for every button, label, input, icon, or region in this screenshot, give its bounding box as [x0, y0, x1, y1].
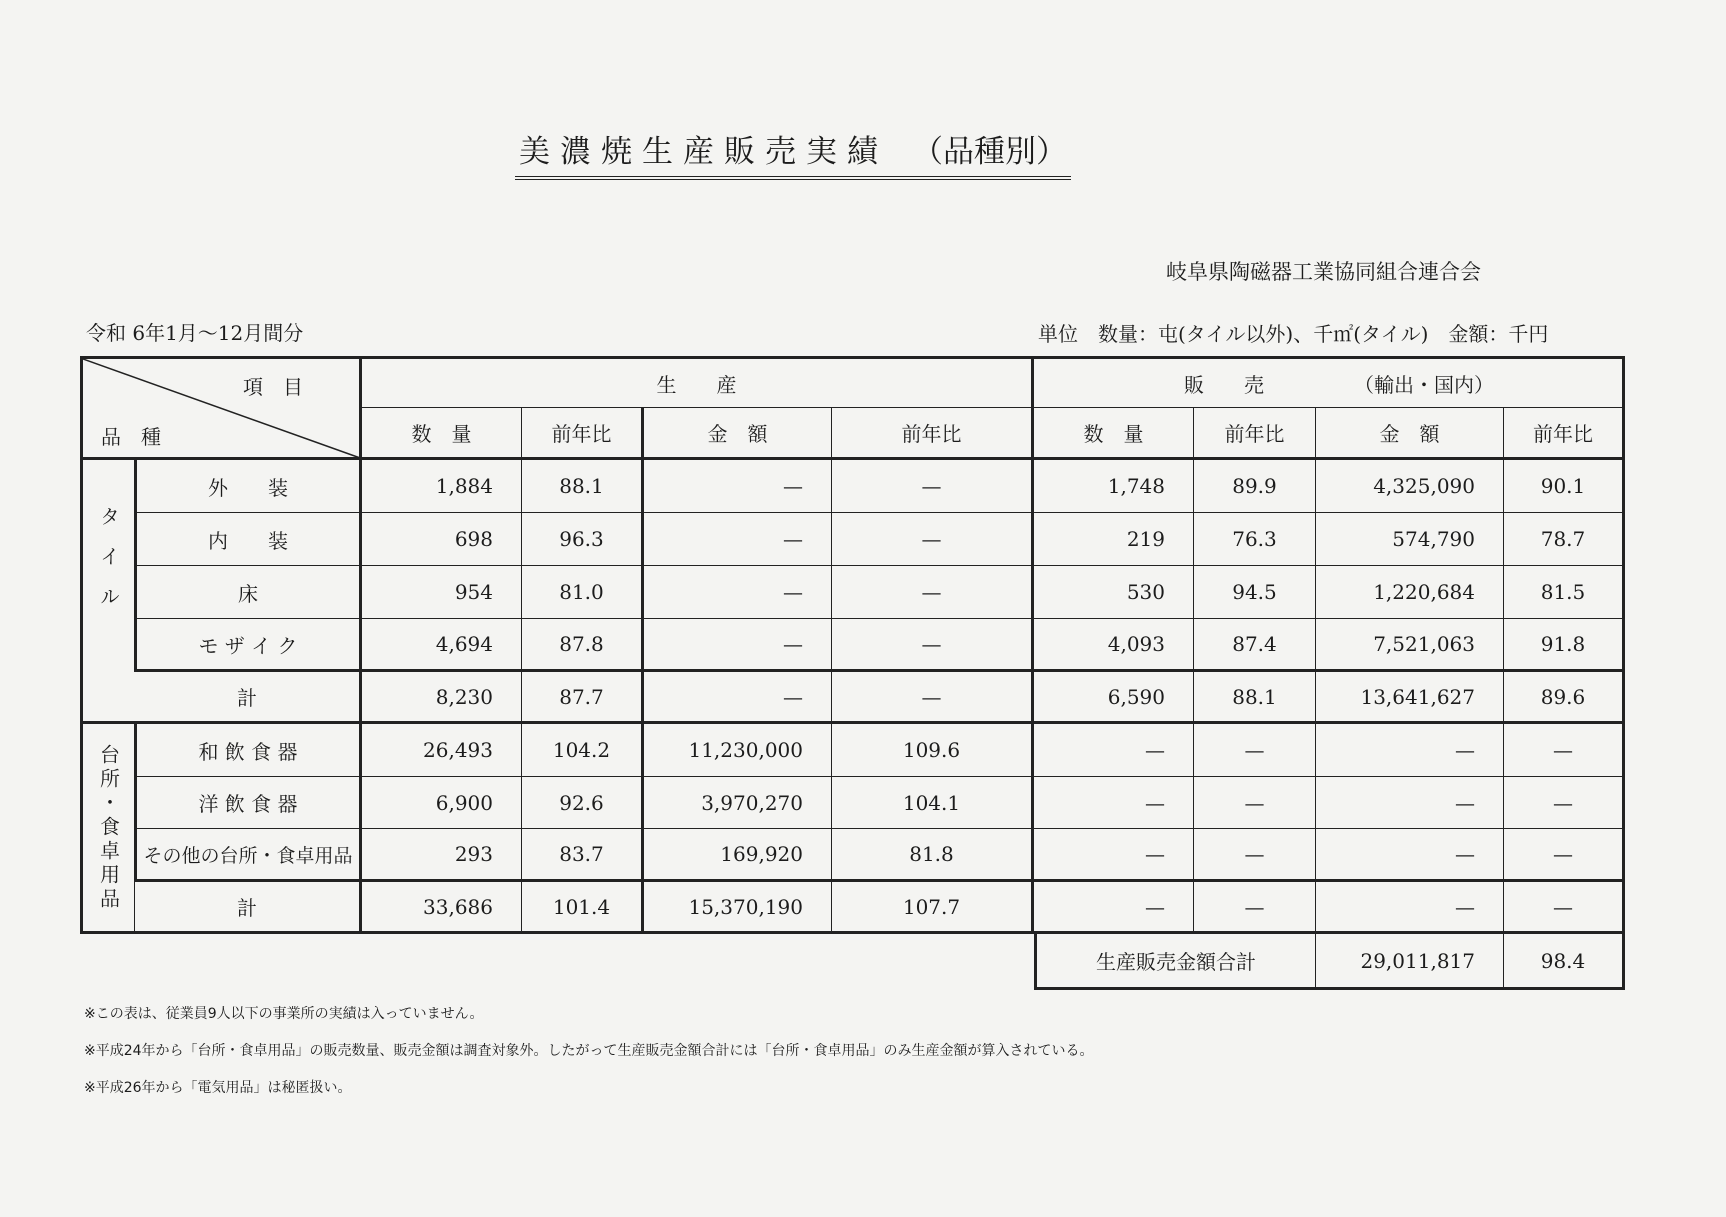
- sales-qty-header: 数 量: [1034, 408, 1194, 460]
- cell-s-yoy: 76.3: [1194, 513, 1316, 566]
- cell-s-amt: —: [1316, 777, 1504, 829]
- cell-s-amt: —: [1316, 724, 1504, 777]
- cell-s-amt-yoy: —: [1504, 724, 1625, 777]
- group-tile-total-left: [80, 672, 135, 724]
- cell-s-qty: 6,590: [1034, 672, 1194, 724]
- cell-s-qty: —: [1034, 777, 1194, 829]
- prod-qty-header: 数 量: [362, 408, 522, 460]
- cell-p-amt: 11,230,000: [644, 724, 832, 777]
- sales-header: [1034, 356, 1625, 408]
- period: 令和 6年1月～12月間分: [86, 321, 304, 345]
- cell-s-yoy: 89.9: [1194, 460, 1316, 513]
- title-suffix: （品種別）: [912, 134, 1067, 170]
- cell-p-qty: 4,694: [362, 619, 522, 672]
- cell-p-yoy: 87.7: [522, 672, 644, 724]
- cell-s-qty: 219: [1034, 513, 1194, 566]
- cell-p-amt: 3,970,270: [644, 777, 832, 829]
- cell-p-amt: —: [644, 672, 832, 724]
- title-text: 美濃焼生産販売実績: [519, 134, 888, 170]
- production-header: 生 産: [362, 356, 1034, 408]
- notes: [84, 996, 1094, 1107]
- cell-p-amt: 169,920: [644, 829, 832, 882]
- sales-yoy-header: 前年比: [1194, 408, 1316, 460]
- cell-s-amt-yoy: —: [1504, 882, 1625, 934]
- organization: 岐阜県陶磁器工業協同組合連合会: [1166, 260, 1481, 284]
- cell-s-amt-yoy: 89.6: [1504, 672, 1625, 724]
- cell-s-yoy: 94.5: [1194, 566, 1316, 619]
- cell-p-yoy: 83.7: [522, 829, 644, 882]
- cell-s-qty: —: [1034, 724, 1194, 777]
- cell-p-yoy: 88.1: [522, 460, 644, 513]
- cell-s-yoy: —: [1194, 724, 1316, 777]
- sales-header-label: 販 売: [1184, 372, 1264, 397]
- cell-p-amt: 15,370,190: [644, 882, 832, 934]
- cell-p-amt-yoy: —: [832, 619, 1034, 672]
- item-header: 項 目: [243, 375, 303, 399]
- cell-p-amt: —: [644, 619, 832, 672]
- group-tile: [80, 460, 135, 672]
- cell-s-amt: 574,790: [1316, 513, 1504, 566]
- cell-s-yoy: —: [1194, 829, 1316, 882]
- cell-s-qty: —: [1034, 829, 1194, 882]
- cell-s-qty: —: [1034, 882, 1194, 934]
- cell-s-amt: 4,325,090: [1316, 460, 1504, 513]
- cell-p-amt: —: [644, 513, 832, 566]
- cell-s-yoy: —: [1194, 882, 1316, 934]
- cell-s-amt: —: [1316, 829, 1504, 882]
- kind-header: 品 種: [101, 425, 161, 449]
- note-3: ※平成26年から「電気用品」は秘匿扱い。: [84, 1080, 352, 1096]
- cell-s-qty: 530: [1034, 566, 1194, 619]
- cell-p-yoy: 104.2: [522, 724, 644, 777]
- results-table: [80, 356, 1593, 992]
- cell-p-qty: 26,493: [362, 724, 522, 777]
- sales-amount-yoy-header: 前年比: [1504, 408, 1625, 460]
- cell-p-amt-yoy: —: [832, 672, 1034, 724]
- sales-amount-header: 金 額: [1316, 408, 1504, 460]
- cell-s-amt-yoy: 78.7: [1504, 513, 1625, 566]
- cell-s-amt-yoy: —: [1504, 777, 1625, 829]
- cell-s-amt: 7,521,063: [1316, 619, 1504, 672]
- row-name: 内 装: [135, 513, 362, 566]
- prod-amount-header: 金 額: [644, 408, 832, 460]
- cell-p-amt: —: [644, 460, 832, 513]
- cell-p-amt-yoy: 81.8: [832, 829, 1034, 882]
- cell-s-qty: 1,748: [1034, 460, 1194, 513]
- cell-s-amt-yoy: —: [1504, 829, 1625, 882]
- cell-p-qty: 698: [362, 513, 522, 566]
- cell-s-qty: 4,093: [1034, 619, 1194, 672]
- unit-note: 単位 数量：屯(タイル以外)、千㎡(タイル) 金額：千円: [1038, 322, 1549, 346]
- row-name: 和 飲 食 器: [135, 724, 362, 777]
- row-name: 計: [135, 672, 362, 724]
- cell-p-amt-yoy: —: [832, 513, 1034, 566]
- cell-p-qty: 1,884: [362, 460, 522, 513]
- cell-s-amt: 13,641,627: [1316, 672, 1504, 724]
- note-1: ※この表は、従業員9人以下の事業所の実績は入っていません。: [84, 1006, 484, 1022]
- prod-yoy-header: 前年比: [522, 408, 644, 460]
- group-kitchen: [80, 724, 135, 934]
- row-name: 計: [135, 882, 362, 934]
- sales-header-note: （輸出・国内）: [1354, 372, 1494, 397]
- cell-p-qty: 33,686: [362, 882, 522, 934]
- cell-p-qty: 8,230: [362, 672, 522, 724]
- grand-total-amount: 29,011,817: [1316, 934, 1504, 990]
- grand-total-yoy: 98.4: [1504, 934, 1625, 990]
- cell-s-amt-yoy: 81.5: [1504, 566, 1625, 619]
- cell-p-qty: 293: [362, 829, 522, 882]
- cell-s-amt: 1,220,684: [1316, 566, 1504, 619]
- page-title: [515, 126, 1071, 180]
- corner-header: [80, 356, 362, 460]
- cell-p-amt-yoy: —: [832, 460, 1034, 513]
- cell-p-amt-yoy: 107.7: [832, 882, 1034, 934]
- row-name: 床: [135, 566, 362, 619]
- cell-p-qty: 6,900: [362, 777, 522, 829]
- group-tile-label: タイル: [96, 506, 121, 626]
- cell-s-yoy: 87.4: [1194, 619, 1316, 672]
- cell-p-amt-yoy: 104.1: [832, 777, 1034, 829]
- cell-p-yoy: 96.3: [522, 513, 644, 566]
- cell-p-yoy: 101.4: [522, 882, 644, 934]
- row-name: モ ザ イ ク: [135, 619, 362, 672]
- cell-s-amt-yoy: 91.8: [1504, 619, 1625, 672]
- cell-p-yoy: 87.8: [522, 619, 644, 672]
- cell-p-amt-yoy: —: [832, 566, 1034, 619]
- cell-s-yoy: 88.1: [1194, 672, 1316, 724]
- cell-p-qty: 954: [362, 566, 522, 619]
- prod-amount-yoy-header: 前年比: [832, 408, 1034, 460]
- note-2: ※平成24年から「台所・食卓用品」の販売数量、販売金額は調査対象外。したがって生産販売金額合計には「台所・食卓用品」のみ生産金額が算入されている。: [84, 1043, 1094, 1059]
- row-name: 外 装: [135, 460, 362, 513]
- row-name: 洋 飲 食 器: [135, 777, 362, 829]
- cell-p-amt: —: [644, 566, 832, 619]
- cell-p-yoy: 92.6: [522, 777, 644, 829]
- cell-s-amt: —: [1316, 882, 1504, 934]
- cell-p-amt-yoy: 109.6: [832, 724, 1034, 777]
- row-name: その他の台所・食卓用品: [135, 829, 362, 882]
- grand-total-label: 生産販売金額合計: [1034, 934, 1316, 990]
- cell-s-yoy: —: [1194, 777, 1316, 829]
- cell-s-amt-yoy: 90.1: [1504, 460, 1625, 513]
- group-kitchen-label: 台所・食卓用品: [96, 743, 121, 912]
- cell-p-yoy: 81.0: [522, 566, 644, 619]
